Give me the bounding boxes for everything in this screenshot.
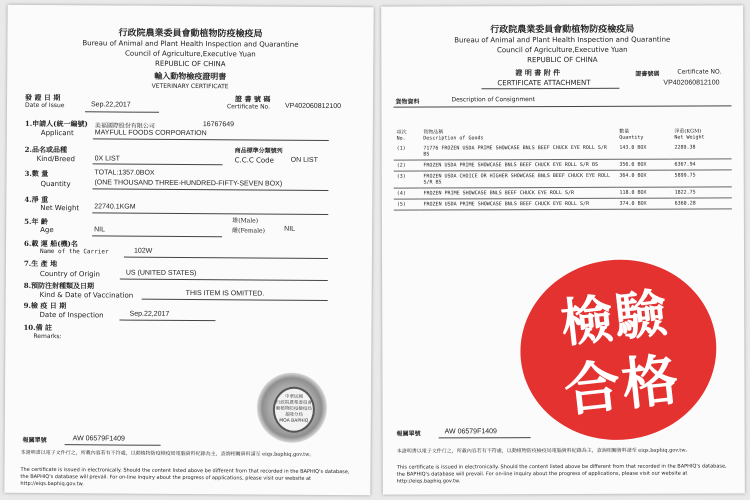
cert-value: VP402060812100 xyxy=(663,79,720,87)
seal-line1: 檢驗 xyxy=(558,283,672,355)
quantity-label: Quantity xyxy=(40,179,71,189)
stamp-line: 動植物防疫檢疫局 xyxy=(275,406,312,412)
notice-zh: 本證明書以電子文件行之，所載內容若有不符處，以動植物防疫檢疫局電腦資料紀錄為主，查詢相關資料請至 eiqs.baphiq.gov.tw。 xyxy=(396,447,691,455)
origin-label: Country of Origin xyxy=(39,269,101,279)
ccc-value: ON LIST xyxy=(290,156,318,164)
weight-underline xyxy=(92,212,328,215)
remarks-label-zh: 10.備 註 xyxy=(23,322,53,333)
table-row xyxy=(394,170,732,188)
inspection-passed-seal xyxy=(511,250,725,450)
origin-label-zh: 7.生 產 地 xyxy=(23,258,58,269)
weight-value: 22740.1KGM xyxy=(94,203,136,211)
col-wt-zh: 淨重(KGM) xyxy=(674,128,702,135)
row-qty: 118.0 BOX xyxy=(616,187,671,198)
inspection-label: Date of Inspection xyxy=(39,310,104,320)
cert-label-zh: 證 書 號 碼 xyxy=(235,94,271,104)
vaccination-underline xyxy=(142,299,328,301)
country-name: REPUBLIC OF CHINA xyxy=(155,59,226,69)
consignment-label: Description of Consignment xyxy=(451,96,536,104)
kind-value: 0X LIST xyxy=(94,155,120,163)
customs-underline xyxy=(439,437,531,438)
row-wt: 2289.38 xyxy=(671,142,731,159)
applicant-id: 16767649 xyxy=(202,121,235,129)
row-qty: 374.0 BOX xyxy=(616,198,671,209)
col-qty-header xyxy=(616,126,671,143)
row-wt: 5899.75 xyxy=(672,170,732,187)
col-item-header xyxy=(394,126,421,143)
row-desc: FROZEN USDA PRIME SHOWCASE BNLS BEEF CHUCK EYE ROLL S/R BS xyxy=(420,159,616,171)
age-underline xyxy=(92,235,222,237)
weight-label: Net Weight xyxy=(40,203,80,213)
col-qty: Quantity xyxy=(619,134,644,141)
origin-underline xyxy=(120,279,328,281)
remarks-label: Remarks: xyxy=(33,332,62,341)
date-label: Date of Issue xyxy=(24,101,65,110)
date-label-zh: 發 證 日 期 xyxy=(25,92,61,103)
customs-label-zh: 報關單號 xyxy=(22,436,47,445)
notice-zh: 本證明書以電子文件行之，所載內容若有不符處，以動植物防疫檢疫局電腦資料紀錄為主，查詢相關資料請至 eiqs.baphiq.gov.tw。 xyxy=(20,449,315,458)
vaccination-label-zh: 8.預防注射種類及日期 xyxy=(23,280,95,291)
age-label-zh: 5.年 齡 xyxy=(24,216,48,227)
council-name: Council of Agriculture,Executive Yuan xyxy=(496,45,628,55)
carrier-label: Name of the Carrier xyxy=(39,247,109,256)
row-wt: 6367.94 xyxy=(671,159,731,170)
carrier-label-zh: 6.載 運 船(機)名 xyxy=(24,238,78,249)
customs-label-zh: 報關單號 xyxy=(396,430,421,438)
col-desc: Description of Goods xyxy=(423,135,484,142)
col-wt-header xyxy=(671,125,731,142)
row-qty: 143.0 BOX xyxy=(616,143,671,160)
quantity-total: TOTAL:1357.0BOX xyxy=(94,169,155,177)
consignment-rule xyxy=(393,105,731,107)
cert-label: Certificate No. xyxy=(226,103,271,111)
stamp-line: 基隆分局 xyxy=(284,412,303,418)
notice-en: This certificate is issued in electronically. Should the content listed above be different from that recorded in the BAPHIQ's database, the BAPHIQ's database will prevail. For on-line inquiry about the progress of applications, please visit our website at http://eiqs.baphiq.gov.tw. xyxy=(396,463,727,485)
female-label: 雌(Female) xyxy=(232,227,265,235)
document-title-en: VETERINARY CERTIFICATE xyxy=(151,82,229,91)
quantity-words: (ONE THOUSAND THREE-HUNDRED-FIFTY-SEVEN BOX) xyxy=(94,179,283,188)
council-name: Council of Agriculture,Executive Yuan xyxy=(125,49,256,59)
carrier-underline xyxy=(124,257,328,259)
goods-table xyxy=(394,125,732,210)
col-qty-zh: 數量 xyxy=(619,128,630,135)
quantity-label-zh: 3.數 量 xyxy=(24,168,49,179)
quantity-underline xyxy=(92,188,328,191)
date-underline xyxy=(85,111,159,113)
ccc-label: C.C.C Code xyxy=(234,156,274,165)
row-desc: FROZEN PRIME SHOWCASE BNLS BEEF CHUCK EYE ROLL S/R xyxy=(420,187,616,199)
bureau-title-en: Bureau of Animal and Plant Health Inspection and Quarantine xyxy=(454,35,671,45)
row-desc: FROZEN USDA CHOICE OR HIGHER SHOWCASE BNLS BEEF CHUCK EYE ROLL S/R BS xyxy=(420,170,616,188)
seal-line2: 合格 xyxy=(561,347,684,425)
applicant-underline xyxy=(93,138,329,141)
row-wt: 6360.28 xyxy=(672,198,732,209)
country-name: REPUBLIC OF CHINA xyxy=(527,55,598,65)
date-value: Sep.22,2017 xyxy=(90,101,131,109)
table-row xyxy=(394,198,732,210)
certificate-attachment xyxy=(381,5,745,494)
bureau-title-en: Bureau of Animal and Plant Health Inspection and Quarantine xyxy=(82,39,299,49)
row-desc: 71776 FROZEN USDA PRIME SHOWCASE BNLS BEEF CHUCK EYE ROLL S/R BS xyxy=(420,143,616,160)
row-wt: 1822.75 xyxy=(672,187,732,198)
cert-label: Certificate NO. xyxy=(677,68,722,76)
vaccination-label: Kind & Date of Vaccination xyxy=(39,290,134,300)
veterinary-certificate xyxy=(4,5,373,496)
consignment-label-zh: 貨物資料 xyxy=(395,98,420,106)
col-desc-header xyxy=(420,126,616,144)
col-wt: Net Weight xyxy=(674,134,705,141)
attachment-underline xyxy=(481,88,619,89)
bureau-title-zh: 行政院農業委員會動植物防疫檢疫局 xyxy=(118,28,263,40)
applicant-name-zh: 美福國際股份有限公司 xyxy=(94,122,155,130)
bureau-seal-stamp xyxy=(257,372,327,442)
cert-value: VP402060812100 xyxy=(284,102,342,111)
document-title-zh: 輸入動物檢疫證明書 xyxy=(154,70,227,82)
bureau-title-zh: 行政院農業委員會動植物防疫檢疫局 xyxy=(490,24,635,36)
customs-underline xyxy=(65,444,161,446)
row-qty: 356.0 BOX xyxy=(616,159,671,170)
col-item-zh: 項次 xyxy=(396,129,407,136)
cert-label-zh: 證書號碼 xyxy=(635,70,660,78)
origin-value: US (UNITED STATES) xyxy=(125,269,197,278)
inspection-underline xyxy=(120,320,216,322)
kind-underline xyxy=(93,163,223,165)
notice-en: The certificate is issued in electronically. Should the content listed above be different from that recorded in the BAPHIQ's database, the BAPHIQ's database will prevail. For on-line inquiry about the progress of applications, please visit our website at http://eiqs.baphiq.gov.tw. xyxy=(20,466,350,488)
applicant-label: Applicant xyxy=(40,128,74,138)
age-label: Age xyxy=(40,225,54,235)
row-no: (3) xyxy=(394,171,421,188)
attachment-title-zh: 證 明 書 附 件 xyxy=(515,68,561,78)
customs-value: AW 06579F1409 xyxy=(444,428,497,436)
weight-label-zh: 4.淨 重 xyxy=(24,194,49,205)
row-desc: FROZEN USDA PRIME SHOWCASE BNLS BEEF CHUCK EYE ROLL S/R xyxy=(420,198,616,210)
row-no: (1) xyxy=(394,143,421,160)
inspection-value: Sep.22,2017 xyxy=(129,310,170,318)
row-no: (2) xyxy=(394,160,421,171)
male-label: 雄(Male) xyxy=(232,217,259,225)
row-no: (5) xyxy=(394,199,421,210)
ccc-label-zh: 商品標準分類號列 xyxy=(234,147,283,155)
applicant-label-zh: 1.申請人(統一編號) xyxy=(24,118,88,129)
col-item: No. xyxy=(396,135,406,142)
applicant-value: MAYFULL FOODS CORPORATION xyxy=(94,129,207,138)
carrier-value: 102W xyxy=(133,247,153,255)
female-value: NIL xyxy=(284,225,296,233)
stamp-line: 行政院農業委員會 xyxy=(275,400,312,406)
col-desc-zh: 貨物品稱 xyxy=(423,129,444,136)
row-qty: 364.0 BOX xyxy=(616,170,671,187)
kind-label: Kind/Breed xyxy=(36,154,76,164)
age-value: NIL xyxy=(94,226,106,234)
attachment-title-en: CERTIFICATE ATTACHMENT xyxy=(497,78,591,88)
table-row xyxy=(394,142,732,160)
stamp-line: 中華民國 xyxy=(284,394,303,400)
vaccination-value: THIS ITEM IS OMITTED. xyxy=(185,289,265,298)
stamp-line: MOA BAPHIQ xyxy=(279,418,309,424)
kind-label-zh: 2.品名或品種 xyxy=(24,144,68,155)
row-no: (4) xyxy=(394,188,421,199)
inspection-label-zh: 9.檢 疫 日 期 xyxy=(23,300,67,311)
customs-value: AW 06579F1409 xyxy=(72,435,125,443)
